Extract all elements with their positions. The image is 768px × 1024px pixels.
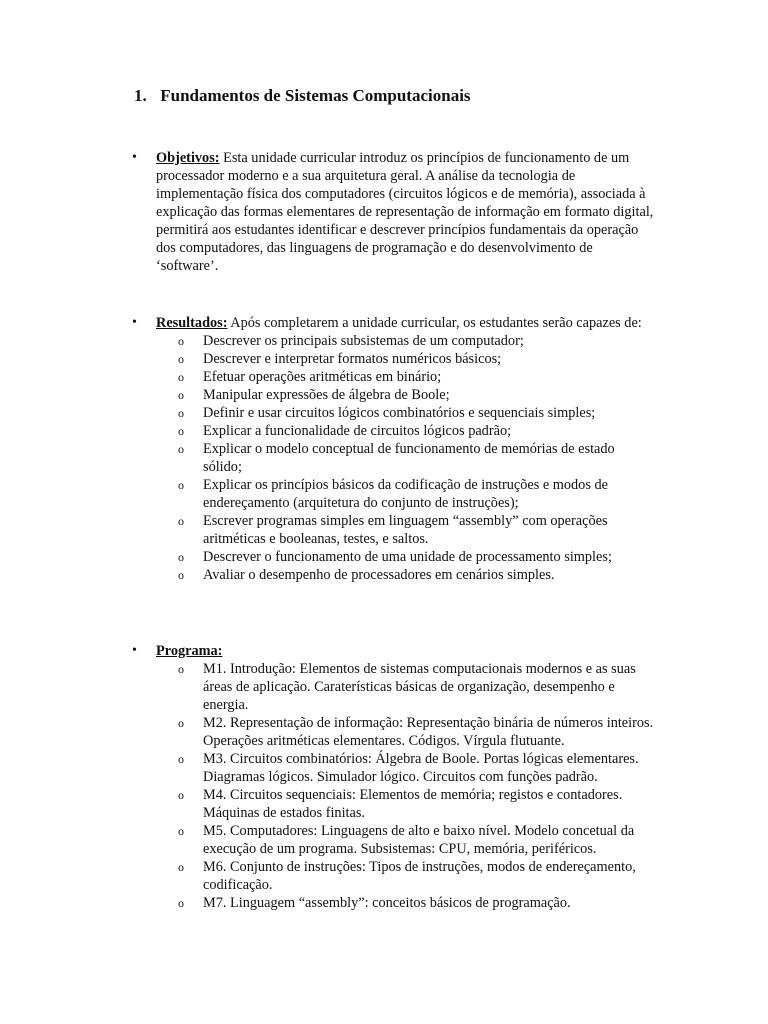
- module-item-text: M6. Conjunto de instruções: Tipos de instruções, modos de endereçamento, codificação.: [203, 859, 636, 893]
- module-item: [156, 858, 656, 894]
- list-item-text: Efetuar operações aritméticas em binário;: [203, 369, 442, 385]
- resultados-intro: Após completarem a unidade curricular, os estudantes serão capazes de:: [227, 315, 642, 331]
- list-item-text: Definir e usar circuitos lógicos combinatórios e sequenciais simples;: [203, 405, 596, 421]
- list-item: [156, 512, 656, 548]
- bullet-icon: •: [132, 150, 137, 165]
- circle-bullet-icon: o: [178, 896, 184, 910]
- module-item-text: M5. Computadores: Linguagens de alto e baixo nível. Modelo concetual da execução de um programa. Subsistemas: CPU, memória, periféricos.: [203, 823, 635, 857]
- list-item: [156, 404, 656, 422]
- list-item-text: Explicar os princípios básicos da codificação de instruções e modos de endereçamento (arquitetura do conjunto de instruções);: [203, 477, 608, 511]
- heading-number: 1.: [134, 86, 147, 105]
- resultados-label: Resultados:: [156, 315, 228, 331]
- circle-bullet-icon: o: [178, 824, 184, 838]
- circle-bullet-icon: o: [178, 788, 184, 802]
- list-item: [156, 440, 656, 476]
- list-item: [156, 548, 656, 566]
- circle-bullet-icon: o: [178, 424, 184, 438]
- circle-bullet-icon: o: [178, 514, 184, 528]
- list-item: [156, 332, 656, 350]
- list-item-text: Manipular expressões de álgebra de Boole;: [203, 387, 450, 403]
- module-item: [156, 750, 656, 786]
- circle-bullet-icon: o: [178, 388, 184, 402]
- module-item-text: M4. Circuitos sequenciais: Elementos de memória; registos e contadores. Máquinas de estados finitas.: [203, 787, 623, 821]
- list-item-text: Descrever e interpretar formatos numéricos básicos;: [203, 351, 502, 367]
- module-item: [156, 714, 656, 750]
- module-item: [156, 894, 656, 912]
- circle-bullet-icon: o: [178, 334, 184, 348]
- programa-label: Programa:: [156, 643, 223, 659]
- list-item: [156, 476, 656, 512]
- module-item: [156, 822, 656, 858]
- bullet-icon: •: [132, 643, 137, 658]
- module-item-text: M7. Linguagem “assembly”: conceitos básicos de programação.: [203, 895, 571, 911]
- circle-bullet-icon: o: [178, 716, 184, 730]
- circle-bullet-icon: o: [178, 860, 184, 874]
- circle-bullet-icon: o: [178, 406, 184, 420]
- module-item: [156, 660, 656, 714]
- objetivos-section: [132, 149, 656, 275]
- list-item-text: Descrever os principais subsistemas de um computador;: [203, 333, 524, 349]
- objetivos-text: Esta unidade curricular introduz os princípios de funcionamento de um processador moderno e a sua arquitetura geral. A análise da tecnologia de implementação física dos computadores (circuitos lógicos e de memória), associada à explicação das formas elementares de representação de informação em formato digital, permitirá aos estudantes identificar e descrever princípios fundamentais da operação dos computadores, das linguagens de programação e do desenvolvimento de ‘software’.: [156, 150, 654, 274]
- circle-bullet-icon: o: [178, 442, 184, 456]
- heading-title: Fundamentos de Sistemas Computacionais: [160, 86, 471, 105]
- list-item-text: Explicar o modelo conceptual de funcionamento de memórias de estado sólido;: [203, 441, 615, 475]
- list-item: [156, 386, 656, 404]
- list-item: [156, 422, 656, 440]
- module-item-text: M3. Circuitos combinatórios: Álgebra de Boole. Portas lógicas elementares. Diagramas lógicos. Simulador lógico. Circuitos com funções padrão.: [203, 751, 639, 785]
- resultados-intro-line: [156, 314, 656, 332]
- circle-bullet-icon: o: [178, 370, 184, 384]
- circle-bullet-icon: o: [178, 752, 184, 766]
- module-item-text: M2. Representação de informação: Representação binária de números inteiros. Operações aritméticas elementares. Códigos. Vírgula flutuante.: [203, 715, 654, 749]
- list-item-text: Descrever o funcionamento de uma unidade de processamento simples;: [203, 549, 612, 565]
- list-item-text: Avaliar o desempenho de processadores em cenários simples.: [203, 567, 555, 583]
- list-item: [156, 368, 656, 386]
- circle-bullet-icon: o: [178, 568, 184, 582]
- programa-section: [132, 642, 656, 912]
- list-item-text: Explicar a funcionalidade de circuitos lógicos padrão;: [203, 423, 512, 439]
- list-item: [156, 350, 656, 368]
- circle-bullet-icon: o: [178, 352, 184, 366]
- list-item-text: Escrever programas simples em linguagem “assembly” com operações aritméticas e booleanas, testes, e saltos.: [203, 513, 608, 547]
- resultados-list: [156, 332, 656, 584]
- objetivos-label: Objetivos:: [156, 150, 220, 166]
- list-item: [156, 566, 656, 584]
- programa-list: [156, 660, 656, 912]
- programa-label-line: [156, 642, 656, 660]
- circle-bullet-icon: o: [178, 550, 184, 564]
- module-item-text: M1. Introdução: Elementos de sistemas computacionais modernos e as suas áreas de aplicação. Caraterísticas básicas de organização, desempenho e energia.: [203, 661, 636, 713]
- bullet-icon: •: [132, 315, 137, 330]
- module-item: [156, 786, 656, 822]
- circle-bullet-icon: o: [178, 662, 184, 676]
- resultados-section: [132, 314, 656, 584]
- circle-bullet-icon: o: [178, 478, 184, 492]
- section-heading: [134, 86, 471, 106]
